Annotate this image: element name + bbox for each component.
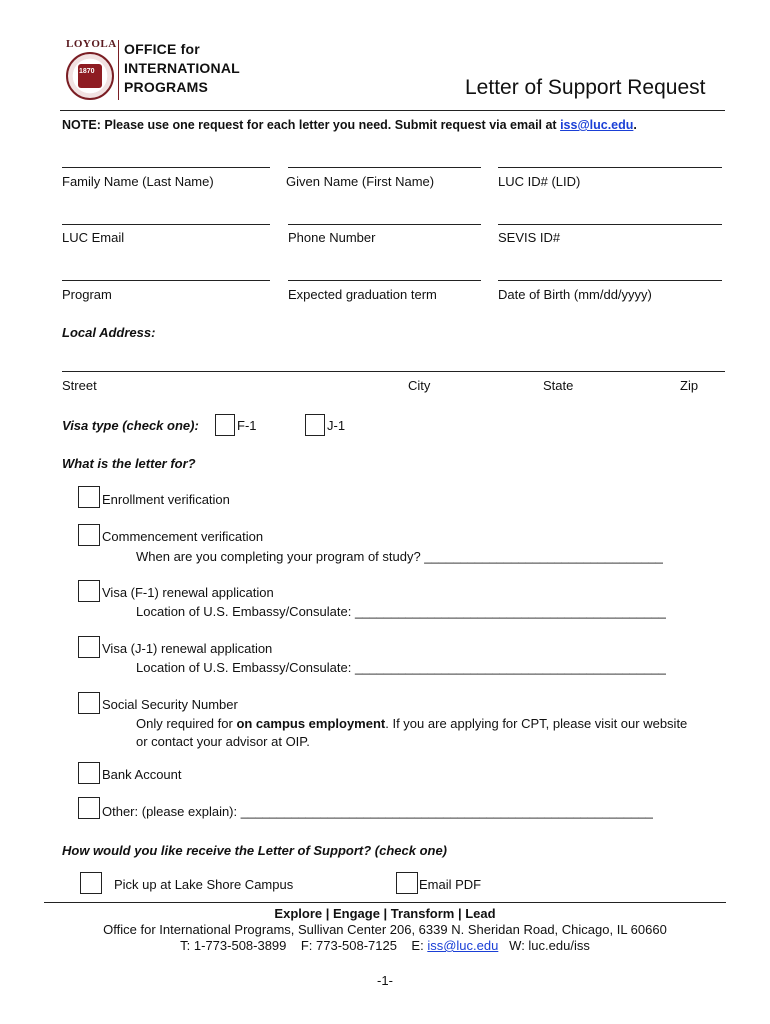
given-name-field[interactable] — [288, 167, 481, 168]
pickup-label: Pick up at Lake Shore Campus — [114, 877, 294, 892]
dob-field[interactable] — [498, 280, 722, 281]
local-address-heading: Local Address: — [62, 325, 156, 340]
title-divider — [60, 110, 725, 111]
city-label: City — [408, 378, 431, 393]
luc-email-field[interactable] — [62, 224, 270, 225]
family-name-field[interactable] — [62, 167, 270, 168]
seal-year: 1870 — [79, 68, 95, 75]
sevis-field[interactable] — [498, 224, 722, 225]
bank-account-label: Bank Account — [102, 767, 182, 782]
footer-email-link[interactable]: iss@luc.edu — [427, 938, 499, 953]
luc-id-label: LUC ID# (LID) — [498, 174, 581, 189]
dob-label: Date of Birth (mm/dd/yyyy) — [498, 287, 652, 302]
document-title: Letter of Support Request — [465, 76, 706, 99]
footer-tagline: Explore | Engage | Transform | Lead — [274, 906, 496, 921]
footer-web: W: luc.edu/iss — [498, 938, 590, 953]
email-pdf-checkbox[interactable] — [396, 872, 418, 894]
grad-term-field[interactable] — [288, 280, 481, 281]
state-label: State — [543, 378, 574, 393]
j1-embassy-field[interactable]: Location of U.S. Embassy/Consulate: ___________________________________________ — [136, 660, 666, 675]
visa-f1-renewal-label: Visa (F-1) renewal application — [102, 585, 274, 600]
letter-purpose-heading: What is the letter for? — [62, 456, 196, 471]
visa-j1-renewal-checkbox[interactable] — [78, 636, 100, 658]
note-body: NOTE: Please use one request for each letter you need. Submit request via email at — [62, 118, 561, 132]
phone-field[interactable] — [288, 224, 481, 225]
page-number: -1- — [377, 973, 393, 988]
visa-j1-checkbox[interactable] — [305, 414, 325, 436]
ssn-note-bold: on campus employment — [236, 716, 386, 731]
family-name-label: Family Name (Last Name) — [62, 174, 214, 189]
address-field[interactable] — [62, 371, 725, 372]
program-label: Program — [62, 287, 112, 302]
given-name-label: Given Name (First Name) — [286, 174, 435, 189]
ssn-label: Social Security Number — [102, 697, 238, 712]
office-line-2: INTERNATIONAL — [124, 60, 240, 76]
commencement-label: Commencement verification — [102, 529, 264, 544]
note-end: . — [633, 118, 637, 132]
footer-phone: T: 1-773-508-3899 F: 773-508-7125 E: — [180, 938, 428, 953]
street-label: Street — [62, 378, 97, 393]
footer-contact — [0, 938, 770, 953]
luc-id-field[interactable] — [498, 167, 722, 168]
ssn-note-line-1 — [136, 716, 687, 731]
office-line-3: PROGRAMS — [124, 79, 209, 95]
visa-j1-renewal-label: Visa (J-1) renewal application — [102, 641, 273, 656]
receive-heading: How would you like receive the Letter of Support? (check one) — [62, 843, 448, 858]
email-pdf-label: Email PDF — [419, 877, 482, 892]
loyola-wordmark: LOYOLA — [66, 38, 117, 50]
ssn-checkbox[interactable] — [78, 692, 100, 714]
phone-label: Phone Number — [288, 230, 376, 245]
grad-term-label: Expected graduation term — [288, 287, 437, 302]
ssn-note-line-2: or contact your advisor at OIP. — [136, 734, 310, 749]
office-line-1: OFFICE for — [124, 41, 200, 57]
pickup-checkbox[interactable] — [80, 872, 102, 894]
f1-embassy-field[interactable]: Location of U.S. Embassy/Consulate: ___________________________________________ — [136, 604, 666, 619]
office-name — [124, 40, 240, 97]
logo-divider — [118, 40, 119, 100]
commencement-checkbox[interactable] — [78, 524, 100, 546]
enrollment-label: Enrollment verification — [102, 492, 230, 507]
program-field[interactable] — [62, 280, 270, 281]
enrollment-checkbox[interactable] — [78, 486, 100, 508]
visa-j1-label: J-1 — [327, 418, 346, 433]
note-text — [62, 118, 637, 132]
bank-account-checkbox[interactable] — [78, 762, 100, 784]
zip-label: Zip — [680, 378, 699, 393]
visa-type-label: Visa type (check one): — [62, 418, 199, 433]
visa-f1-label: F-1 — [237, 418, 257, 433]
university-seal-icon — [66, 52, 114, 100]
other-checkbox[interactable] — [78, 797, 100, 819]
ssn-note-pre: Only required for — [136, 716, 237, 731]
completion-date-field[interactable]: When are you completing your program of study? _________________________________ — [136, 549, 663, 564]
footer-address: Office for International Programs, Sullivan Center 206, 6339 N. Sheridan Road, Chicago, IL 60660 — [103, 922, 667, 937]
other-explain-field[interactable]: Other: (please explain): _________________________________________________________ — [102, 804, 653, 819]
footer-divider — [44, 902, 726, 903]
sevis-label: SEVIS ID# — [498, 230, 561, 245]
ssn-note-post: . If you are applying for CPT, please visit our website — [385, 716, 688, 731]
note-email-link[interactable]: iss@luc.edu — [560, 118, 634, 132]
visa-f1-checkbox[interactable] — [215, 414, 235, 436]
visa-f1-renewal-checkbox[interactable] — [78, 580, 100, 602]
luc-email-label: LUC Email — [62, 230, 125, 245]
